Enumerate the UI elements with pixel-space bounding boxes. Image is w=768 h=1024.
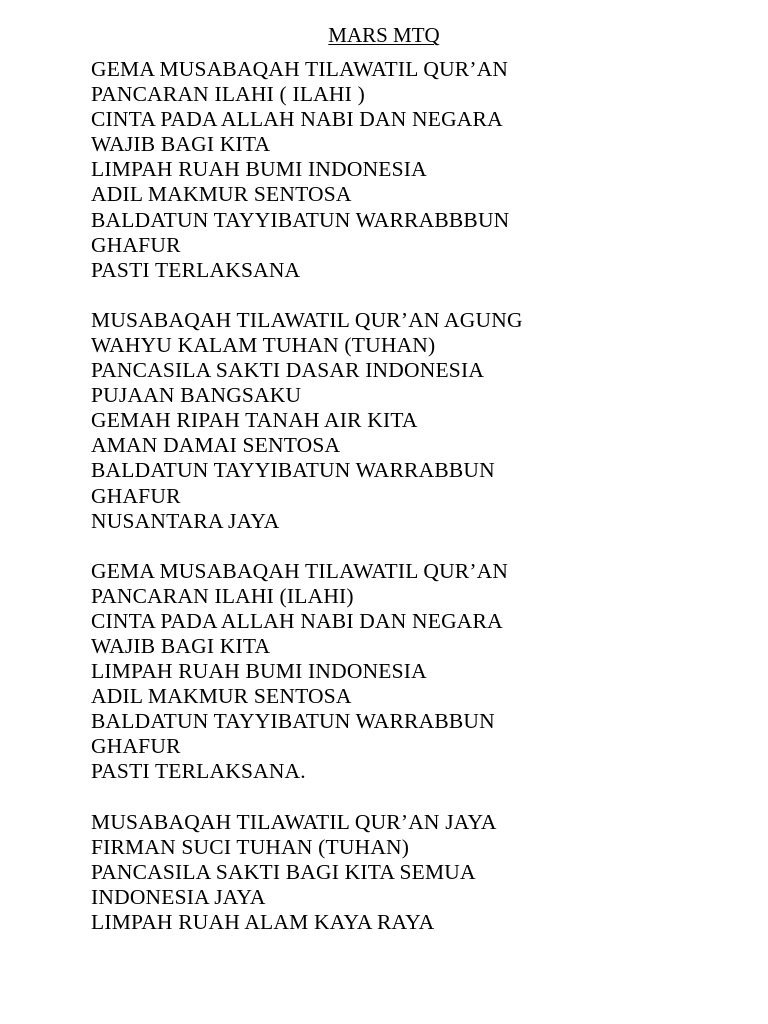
lyric-line: BALDATUN TAYYIBATUN WARRABBBUN: [91, 207, 510, 232]
lyric-line: ADIL MAKMUR SENTOSA: [91, 684, 352, 709]
stanza-4: [91, 810, 751, 935]
lyric-line: PANCARAN ILAHI ( ILAHI ): [91, 82, 365, 107]
document-title: MARS MTQ: [328, 23, 440, 47]
lyric-line: GHAFUR: [91, 232, 181, 257]
lyric-line: GEMAH RIPAH TANAH AIR KITA: [91, 408, 418, 433]
lyric-line: LIMPAH RUAH BUMI INDONESIA: [91, 659, 427, 684]
lyric-line: NUSANTARA JAYA: [91, 508, 280, 533]
lyric-line: LIMPAH RUAH BUMI INDONESIA: [91, 157, 427, 182]
lyrics-body: [91, 57, 751, 960]
lyric-line: AMAN DAMAI SENTOSA: [91, 433, 341, 458]
stanza-3: [91, 559, 751, 785]
lyric-line: LIMPAH RUAH ALAM KAYA RAYA: [91, 909, 435, 934]
lyric-line: PANCASILA SAKTI DASAR INDONESIA: [91, 358, 485, 383]
lyric-line: BALDATUN TAYYIBATUN WARRABBUN: [91, 709, 495, 734]
lyric-line: BALDATUN TAYYIBATUN WARRABBUN: [91, 458, 495, 483]
lyric-line: WAJIB BAGI KITA: [91, 132, 271, 157]
lyric-line: GHAFUR: [91, 734, 181, 759]
lyric-line: GEMA MUSABAQAH TILAWATIL QUR’AN: [91, 57, 509, 81]
lyric-line: MUSABAQAH TILAWATIL QUR’AN JAYA: [91, 809, 497, 834]
lyric-line: WAJIB BAGI KITA: [91, 633, 271, 658]
stanza-1: [91, 57, 751, 283]
lyric-line: ADIL MAKMUR SENTOSA: [91, 182, 352, 207]
lyric-line: PASTI TERLAKSANA.: [91, 759, 306, 784]
document-title-block: [0, 22, 768, 48]
lyric-line: PASTI TERLAKSANA: [91, 257, 301, 282]
lyric-line: GEMA MUSABAQAH TILAWATIL QUR’AN: [91, 558, 509, 583]
lyric-line: GHAFUR: [91, 483, 181, 508]
lyric-line: WAHYU KALAM TUHAN (TUHAN): [91, 332, 436, 357]
lyric-line: CINTA PADA ALLAH NABI DAN NEGARA: [91, 608, 503, 633]
lyric-line: PUJAAN BANGSAKU: [91, 383, 302, 408]
lyric-line: CINTA PADA ALLAH NABI DAN NEGARA: [91, 107, 503, 132]
lyric-line: PANCARAN ILAHI (ILAHI): [91, 583, 354, 608]
stanza-2: [91, 308, 751, 534]
lyric-line: FIRMAN SUCI TUHAN (TUHAN): [91, 834, 410, 859]
lyric-line: PANCASILA SAKTI BAGI KITA SEMUA: [91, 859, 476, 884]
lyric-line: MUSABAQAH TILAWATIL QUR’AN AGUNG: [91, 307, 523, 332]
lyric-line: INDONESIA JAYA: [91, 884, 266, 909]
